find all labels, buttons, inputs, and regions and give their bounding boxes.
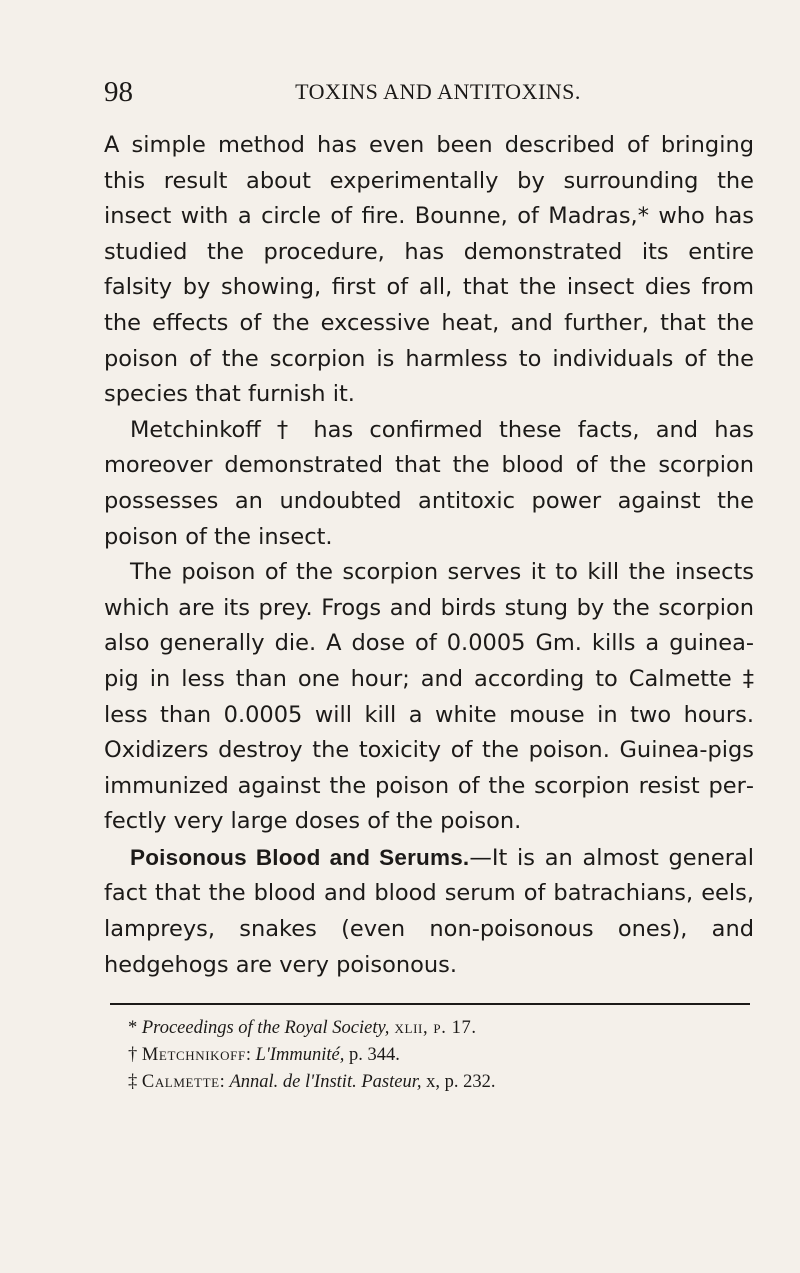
section-heading: Poisonous Blood and Serums. <box>130 844 470 870</box>
footnote-mark: ‡ <box>128 1072 142 1093</box>
footnote-mark: * <box>128 1018 142 1039</box>
section-text: —It is an almost general fact that the blood and blood serum of batrachians, eels, lampreys, snakes (even non-poisonous ones), and hedgehogs are very poisonous. <box>104 844 754 978</box>
book-page <box>104 72 754 1096</box>
footnote-title: Annal. de l'Instit. Pasteur, <box>229 1072 422 1093</box>
footnote-author: Metchnikoff <box>141 1045 246 1066</box>
footnote-1 <box>128 1015 754 1042</box>
running-head <box>104 72 754 112</box>
footnote-2 <box>128 1042 754 1069</box>
footnote-rest: p. 344. <box>344 1045 400 1066</box>
footnote-rest: x, p. 232. <box>421 1072 496 1093</box>
paragraph-4 <box>104 840 754 983</box>
page-number: 98 <box>104 76 133 108</box>
footnote-mark: † <box>128 1045 142 1066</box>
footnote-3 <box>128 1069 754 1096</box>
footnote-rest: xlii, p. 17. <box>389 1018 477 1039</box>
paragraph-2: Metchinkoff † has confirmed these facts, and has moreover demonstrated that the blood of the scorpion possesses an undoubted antitoxic power against the poison of the insect. <box>104 416 754 550</box>
paragraph-3: The poison of the scorpion serves it to kill the insects which are its prey. Frogs and birds stung by the scorpion also generally die. A dose of 0.0005 Gm. kills a guinea-pig in less than one hour; and according to Calmette ‡ less than 0.0005 will kill a white mouse in two hours. Oxidizers destroy the toxicity of the poison. Guinea-pigs immunized against the poison of the scorpion resist perfectly very large doses of the poison. <box>104 559 754 835</box>
footnote-title: L'Immunité, <box>255 1045 345 1066</box>
footnote-author: Calmette <box>141 1072 220 1093</box>
footnote-separator: : <box>219 1072 230 1093</box>
running-title: TOXINS AND ANTITOXINS. <box>295 79 581 104</box>
footnote-title: Proceedings of the Royal Society, <box>141 1018 390 1039</box>
paragraph-1: A simple method has even been described of bringing this result about experimentally by surrounding the insect with a circle of fire. Bounne, of Madras,* who has studied the procedure, has demonstrated its entire falsity by showing, first of all, that the insect dies from the effects of the excessive heat, and further, that the poison of the scorpion is harmless to individuals of the species that furnish it. <box>104 132 754 408</box>
body-text <box>104 128 754 983</box>
footnotes <box>104 1015 754 1096</box>
footnote-separator: : <box>245 1045 256 1066</box>
footnote-rule <box>110 1003 750 1005</box>
